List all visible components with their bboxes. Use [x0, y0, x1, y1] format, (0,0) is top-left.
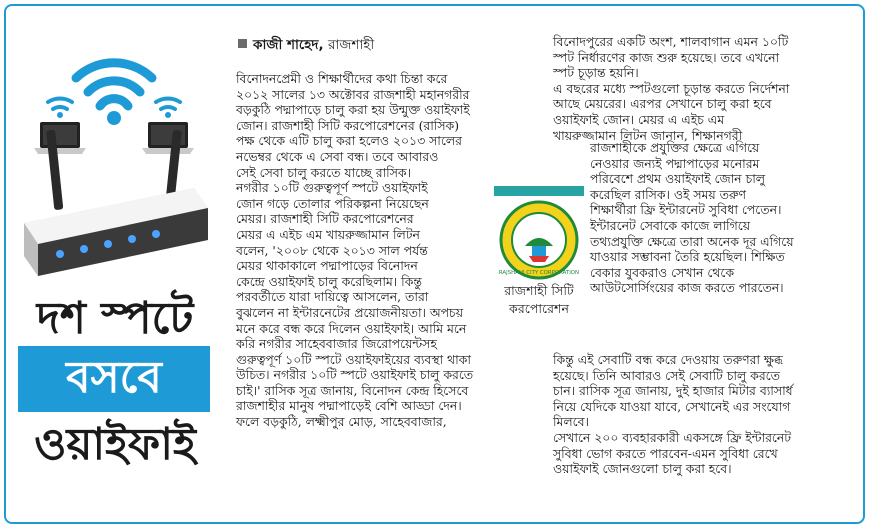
article-text-line: পক্ষ থেকে এটি চালু করা হলেও ২০১৩ সালের: [236, 133, 462, 149]
headline-line-2: বসবে: [18, 346, 210, 412]
article-text-line: বিনোদপুরের একটি অংশ, শালবাগান এমন ১০টি: [553, 34, 789, 49]
article-text-line: আছে মেয়রের। এরপর সেখানে চালু করা হবে: [553, 96, 772, 112]
article-text-line: ইন্টারনেট সেবাকে কাজে লাগিয়ে: [590, 217, 750, 233]
article-text-line: মনে করে বন্ধ করে দিলেন ওয়াইফাই। আমি মনে: [236, 320, 467, 336]
article-text-line: করি নগরীর সাহেববাজার জিরোপয়েন্টসহ: [236, 336, 437, 352]
article-text-line: জোন। রাজশাহী সিটি করপোরেশনের (রাসিক): [236, 117, 460, 133]
article-text-line: রাজশাহীকে প্রযুক্তির ক্ষেত্রে এগিয়ে: [590, 140, 760, 155]
article-text-line: যাওয়ার সম্ভাবনা তৈরি হয়েছিল। শিক্ষিত: [590, 249, 785, 265]
logo-caption: [494, 282, 584, 318]
article-text-line: বড়কুঠি পদ্মাপাড়ে চালু করা হয় উন্মুক্ত ওয়াইফাই: [236, 102, 470, 118]
article-column-1: [236, 71, 473, 430]
article-text-line: জোন গড়ে তোলার পরিকল্পনা নিয়েছেন: [236, 195, 429, 211]
article-text-line: বলেন, '২০০৮ থেকে ২০১৩ সাল পর্যন্ত: [236, 242, 428, 258]
wifi-router-illustration: [14, 18, 214, 288]
article-text-line: বিনোদনপ্রেমী ও শিক্ষার্থীদের কথা চিন্তা করে: [236, 71, 448, 86]
article-text-line: বেকার যুবকরাও সেখান থেকে: [590, 264, 735, 280]
article-text-line: মেয়র। রাজশাহী সিটি করপোরেশনের: [236, 211, 414, 227]
city-corporation-seal-icon: [499, 200, 579, 280]
article-text-line: সুবিধা ভোগ করতে পারবেন-এমন সুবিধা রেখে: [553, 445, 778, 461]
headline-line-1: দশ স্পটে: [36, 293, 194, 344]
article-text-line: সেই সেবা চালু করতে যাচ্ছে রাসিক।: [236, 164, 412, 180]
article-text-line: নভেম্বর থেকে এ সেবা বন্ধ। তবে আবারও: [236, 148, 439, 164]
article-text-line: স্পট চূড়ান্ত হয়নি।: [553, 65, 639, 81]
article-text-line: ফলে বড়কুঠি, লক্ষ্মীপুর মোড়, সাহেববাজার,: [236, 414, 447, 430]
headline-line-3: ওয়াইফাই: [34, 419, 196, 470]
article-text-line: করেছিল রাসিক। ওই সময় তরুণ: [590, 186, 746, 202]
seal-text: RAJSHAHI CITY CORPORATION: [499, 270, 579, 276]
article-column-2-top: [553, 34, 789, 143]
article-text-line: খায়রুজ্জামান লিটন জানান, শিক্ষানগরী: [553, 127, 743, 143]
article-text-line: রাজশাহীর মানুষ পদ্মাপাড়েই বেশি আড্ডা দেন।: [236, 398, 462, 414]
byline-location: রাজশাহী: [327, 37, 375, 53]
article-text-line: কেন্দ্রে ওয়াইফাই চালু করেছিলাম। কিন্তু: [236, 273, 422, 289]
article-text-line: গুরুত্বপূর্ণ ১০টি স্পটে ওয়াইফাইয়ের ব্যবস্থা থাকা: [236, 351, 471, 367]
article-text-line: হয়েছে। তিনি আবারও সেই সেবাটি চালু করতে: [553, 367, 780, 383]
article-text-line: বুঝলেন না ইন্টারনেটের প্রয়োজনীয়তা। অপচয়: [236, 304, 464, 320]
article-text-line: ২০১২ সালের ১৩ অক্টোবর রাজশাহী মহানগরীর: [236, 86, 470, 102]
article-text-line: নগরীর ১০টি গুরুত্বপূর্ণ স্পটে ওয়াইফাই: [236, 180, 428, 196]
wifi-router-icon: [14, 18, 214, 288]
article-text-line: মেয়র থাকাকালে পদ্মাপাড়ের বিনোদন: [236, 258, 418, 274]
bullet-square-icon: [238, 39, 247, 48]
city-corporation-logo-box: [494, 186, 584, 340]
article-text-line: নেওয়ার জন্যই পদ্মাপাড়ের মনোরম: [590, 155, 760, 171]
logo-caption-line-2: করপোরেশন: [509, 301, 569, 316]
logo-accent-bar: [494, 186, 584, 196]
article-text-line: তথ্যপ্রযুক্তি ক্ষেত্রে তারা অনেক দূর এগিয়ে: [590, 233, 794, 249]
byline: [238, 34, 374, 57]
logo-caption-line-1: রাজশাহী সিটি: [504, 283, 574, 298]
article-column-2-middle: [590, 140, 794, 296]
article-text-line: এ বছরের মধ্যে স্পটগুলো চূড়ান্ত করতে নির্দেশনা: [553, 80, 790, 96]
article-text-line: কিন্তু এই সেবাটি বন্ধ করে দেওয়ায় তরুণরা ক্ষুব্ধ: [553, 352, 783, 367]
article-text-line: নিয়ে যেদিকে যাওয়া যাবে, সেখানেই এর সংযোগ: [553, 398, 791, 414]
article-text-line: পরবর্তীতে যারা দায়িত্বে আসলেন, তারা: [236, 289, 429, 305]
article-text-line: পরিবেশে প্রথম ওয়াইফাই জোন চালু: [590, 171, 766, 187]
byline-author: কাজী শাহেদ,: [253, 37, 324, 53]
article-text-line: চাই।' রাসিক সূত্র জানায়, বিনোদন কেন্দ্র হিসেবে: [236, 382, 469, 398]
article-text-line: মিলবে।: [553, 414, 589, 430]
article-text-line: চান। রাসিক সূত্র জানায়, দুই হাজার মিটার ব্যাসার্ধ: [553, 383, 793, 399]
article-text-line: ওয়াইফাই জোন। মেয়র এ এইচ এম: [553, 111, 725, 127]
article-text-line: ওয়াইফাই জোনগুলো চালু করা হবে।: [553, 461, 732, 477]
article-text-line: শিক্ষার্থীরা ফ্রি ইন্টারনেট সুবিধা পেতেন।: [590, 202, 782, 218]
article-text-line: আউটসোর্সিংয়ের কাজ করতে পারতেন।: [590, 280, 784, 296]
article-text-line: সেখানে ২০০ ব্যবহারকারী একসঙ্গে ফ্রি ইন্টারনেট: [553, 429, 792, 445]
article-text-line: স্পট নির্ধারণের কাজ শুরু হয়েছে। তবে এখনো: [553, 49, 780, 65]
article-text-line: উচিত। নগরীর ১০টি স্পটে ওয়াইফাই চালু করতে: [236, 367, 474, 383]
article-text-line: মেয়র এ এইচ এম খায়রুজ্জামান লিটন: [236, 226, 420, 242]
article-column-2-bottom: [553, 352, 793, 477]
